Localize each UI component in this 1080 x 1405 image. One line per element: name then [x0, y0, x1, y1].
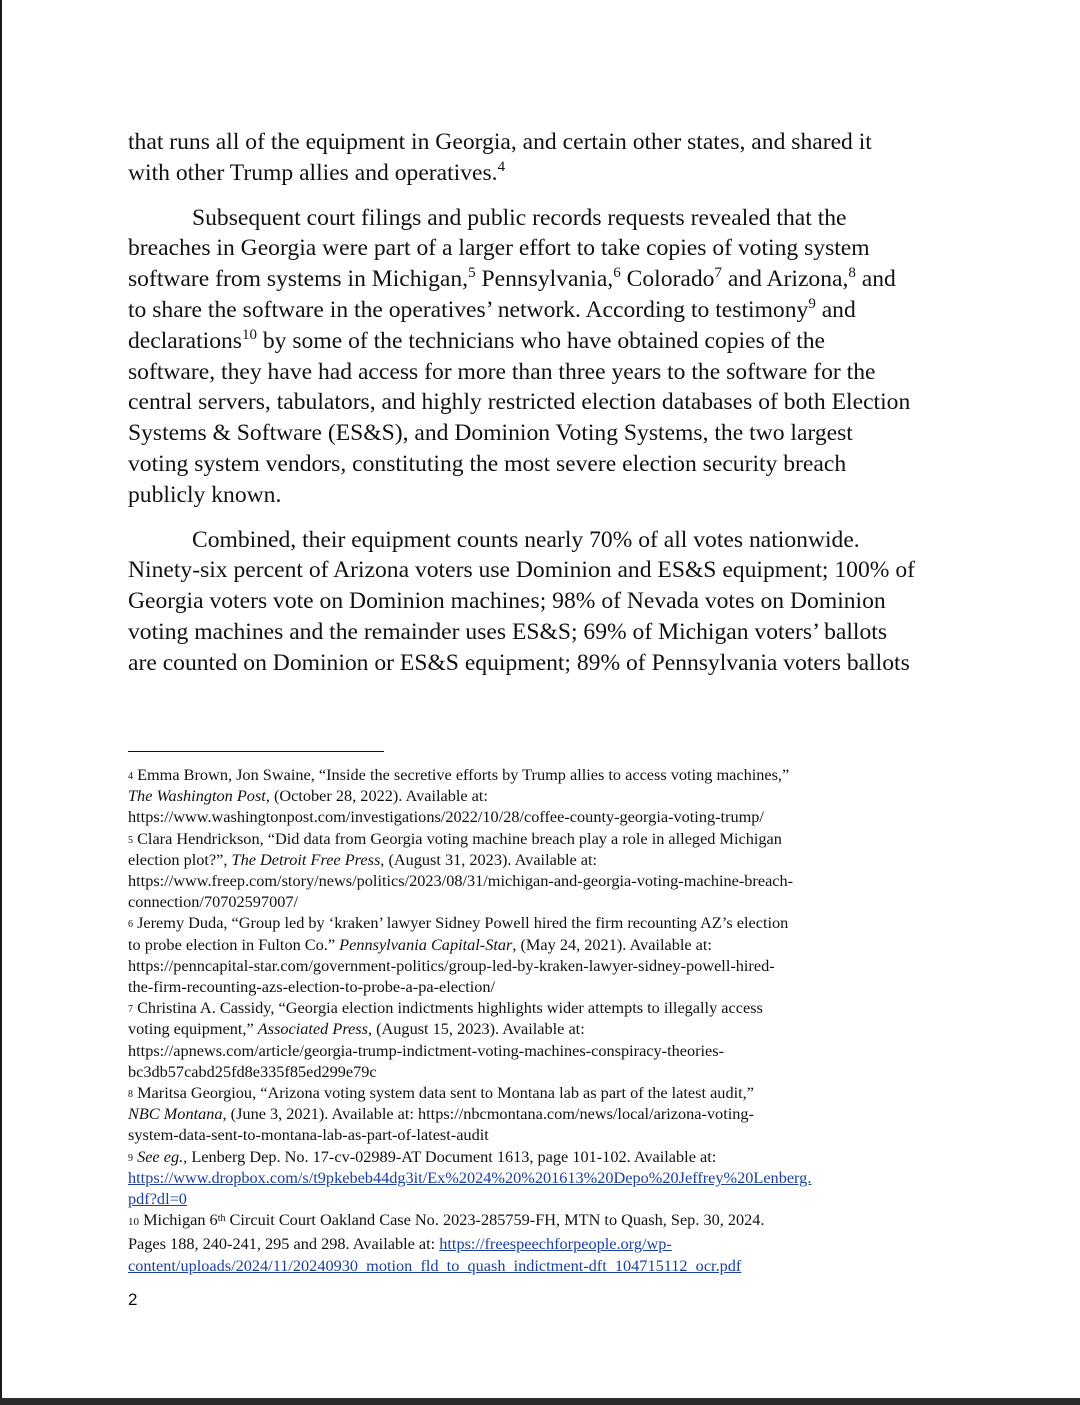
url-text: https://www.washingtonpost.com/investigations/2022/10/28/coffee-county-georgia-voting-trump/: [128, 807, 764, 827]
text-line: voting system vendors, constituting the most severe election security breach: [128, 450, 847, 477]
citation-signal: See eg.,: [133, 1146, 188, 1166]
text-line: [128, 1188, 958, 1209]
text-line: central servers, tabulators, and highly restricted election databases of both Election: [128, 389, 911, 416]
footnote-ref-7[interactable]: 7: [714, 265, 722, 282]
text-run: Clara Hendrickson, “Did data from Georgia voting machine breach play a role in alleged Michigan: [133, 828, 782, 848]
text-run: by some of the technicians who have obtained copies of the: [256, 327, 826, 354]
text-line: [128, 1167, 958, 1188]
text-line: [128, 764, 958, 785]
footnote-ref-5[interactable]: 5: [468, 265, 476, 282]
text-line: [128, 849, 958, 870]
footnote-7: [128, 997, 958, 1082]
text-run: and: [855, 266, 896, 293]
footnote-ref-9[interactable]: 9: [808, 296, 816, 313]
paragraph-2: [128, 203, 958, 511]
text-line: [128, 828, 958, 849]
publication-name: NBC Montana,: [128, 1104, 227, 1124]
freespeech-link[interactable]: https://freespeechforpeople.org/wp-: [439, 1234, 672, 1254]
footnote-number: 4: [128, 771, 133, 782]
text-run: Colorado: [620, 266, 715, 293]
footnote-number: 10: [128, 1216, 139, 1229]
text-run: Pages 188, 240-241, 295 and 298. Available at:: [128, 1234, 440, 1254]
text-run: (August 31, 2023). Available at:: [384, 849, 598, 869]
text-run: and Arizona,: [721, 266, 849, 293]
page-left-edge: [0, 0, 2, 1405]
text-line: Systems & Software (ES&S), and Dominion Voting Systems, the two largest: [128, 420, 853, 447]
publication-name: The Detroit Free Press,: [231, 849, 385, 869]
text-line: [128, 295, 958, 326]
viewer-bottom-bar: [0, 1398, 1080, 1405]
text-run: , (August 15, 2023). Available at:: [367, 1019, 585, 1039]
footnote-separator: [128, 751, 384, 752]
ordinal-suffix: th: [217, 1212, 226, 1224]
text-line: [128, 1018, 958, 1039]
text-line: [128, 934, 958, 955]
footnote-number: 7: [128, 1004, 133, 1016]
footnote-8: [128, 1082, 958, 1146]
footnote-ref-8[interactable]: 8: [848, 265, 856, 282]
text-line: [128, 1233, 958, 1254]
url-text: system-data-sent-to-montana-lab-as-part-of-latest-audit: [128, 1125, 489, 1145]
text-run: Circuit Court Oakland Case No. 2023-285759-FH, MTN to Quash, Sep. 30, 2024.: [225, 1210, 765, 1230]
publication-name: Associated Press: [257, 1019, 368, 1039]
url-text: connection/70702597007/: [128, 892, 299, 912]
footnote-6: [128, 912, 958, 997]
url-text: https://penncapital-star.com/government-politics/group-led-by-kraken-lawyer-sidney-powell-hired-: [128, 955, 775, 975]
text-run: voting equipment,”: [128, 1019, 258, 1039]
footnote-ref-6[interactable]: 6: [613, 265, 621, 282]
text-line: Georgia voters vote on Dominion machines; 98% of Nevada votes on Dominion: [128, 588, 886, 615]
footnote-number: 8: [128, 1089, 133, 1101]
text-line: [128, 525, 958, 556]
publication-name: The Washington Post: [128, 786, 266, 806]
text-run: election plot?”,: [128, 849, 232, 869]
text-run: Michigan 6: [139, 1210, 218, 1230]
text-line: software, they have had access for more than three years to the software for the: [128, 358, 876, 385]
footnote-4: [128, 764, 958, 828]
text-line: [128, 997, 958, 1018]
text-line: [128, 1082, 958, 1103]
text-run: and: [815, 296, 856, 323]
text-line: [128, 1103, 958, 1124]
footnote-10: [128, 1209, 958, 1276]
text-run: , (October 28, 2022). Available at:: [265, 786, 488, 806]
text-line: [128, 1255, 958, 1276]
text-line: breaches in Georgia were part of a larger effort to take copies of voting system: [128, 235, 870, 262]
url-text: bc3db57cabd25fd8e335f85ed299e79c: [128, 1061, 377, 1081]
text-run: Maritsa Georgiou, “Arizona voting system data sent to Montana lab as part of the latest audit,”: [133, 1083, 754, 1103]
text-run: Pennsylvania,: [475, 266, 614, 293]
publication-name: Pennsylvania Capital-Star: [339, 934, 513, 954]
text-run: declarations: [128, 327, 242, 354]
text-run: Combined, their equipment counts nearly 70% of all votes nationwide.: [192, 526, 860, 553]
text-run: Jeremy Duda, “Group led by ‘kraken’ lawyer Sidney Powell hired the firm recounting AZ’s election: [133, 913, 789, 933]
freespeech-link-continued[interactable]: content/uploads/2024/11/20240930_motion_fld_to_quash_indictment-dft_104715112_ocr.pdf: [128, 1255, 742, 1275]
text-line: [128, 203, 958, 234]
text-line: are counted on Dominion or ES&S equipment; 89% of Pennsylvania voters ballots: [128, 649, 910, 676]
document-body: [128, 127, 958, 679]
text-line: [128, 1209, 958, 1233]
paragraph-3: [128, 525, 958, 679]
text-run: Subsequent court filings and public records requests revealed that the: [192, 204, 847, 231]
footnote-5: [128, 828, 958, 913]
dropbox-link-continued[interactable]: pdf?dl=0: [128, 1189, 187, 1209]
text-run: Lenberg Dep. No. 17-cv-02989-AT Document 1613, page 101-102. Available at:: [187, 1146, 717, 1166]
text-line: Ninety-six percent of Arizona voters use Dominion and ES&S equipment; 100% of: [128, 557, 915, 584]
text-line: voting machines and the remainder uses ES&S; 69% of Michigan voters’ ballots: [128, 618, 887, 645]
footnote-ref-4[interactable]: 4: [497, 158, 506, 175]
footnote-9: [128, 1146, 958, 1210]
text-line: [128, 912, 958, 933]
text-line: [128, 785, 958, 806]
text-run: with other Trump allies and operatives.: [128, 159, 498, 186]
text-line: [128, 1146, 958, 1167]
paragraph-1: [128, 127, 958, 189]
text-line: [128, 326, 958, 357]
text-line: [128, 264, 958, 295]
footnote-number: 9: [128, 1152, 133, 1164]
footnotes: [128, 764, 958, 1276]
text-line: that runs all of the equipment in Georgia, and certain other states, and shared it: [128, 129, 872, 155]
url-text: https://www.freep.com/story/news/politics/2023/08/31/michigan-and-georgia-voting-machine-breach-: [128, 871, 794, 891]
footnote-number: 5: [128, 834, 133, 846]
text-run: to share the software in the operatives’ network. According to testimony: [128, 296, 809, 323]
text-run: , (May 24, 2021). Available at:: [512, 934, 712, 954]
text-run: (June 3, 2021). Available at: https://nbcmontana.com/news/local/arizona-voting-: [226, 1104, 754, 1124]
url-text: https://apnews.com/article/georgia-trump-indictment-voting-machines-conspiracy-theories-: [128, 1040, 725, 1060]
page-number: 2: [128, 1290, 138, 1309]
text-run: Emma Brown, Jon Swaine, “Inside the secretive efforts by Trump allies to access voting machines,”: [133, 765, 790, 784]
footnote-ref-10[interactable]: 10: [241, 326, 257, 343]
text-line: publicly known.: [128, 481, 282, 508]
footnote-number: 6: [128, 919, 133, 931]
text-run: Christina A. Cassidy, “Georgia election indictments highlights wider attempts to illegally access: [133, 998, 763, 1018]
text-line: [128, 158, 958, 189]
dropbox-link[interactable]: https://www.dropbox.com/s/t9pkebeb44dg3it/Ex%2024%20%201613%20Depo%20Jeffrey%20Lenberg.: [128, 1167, 812, 1187]
text-run: software from systems in Michigan,: [128, 266, 469, 293]
url-text: the-firm-recounting-azs-election-to-probe-a-pa-election/: [128, 977, 496, 997]
text-run: to probe election in Fulton Co.”: [128, 934, 340, 954]
